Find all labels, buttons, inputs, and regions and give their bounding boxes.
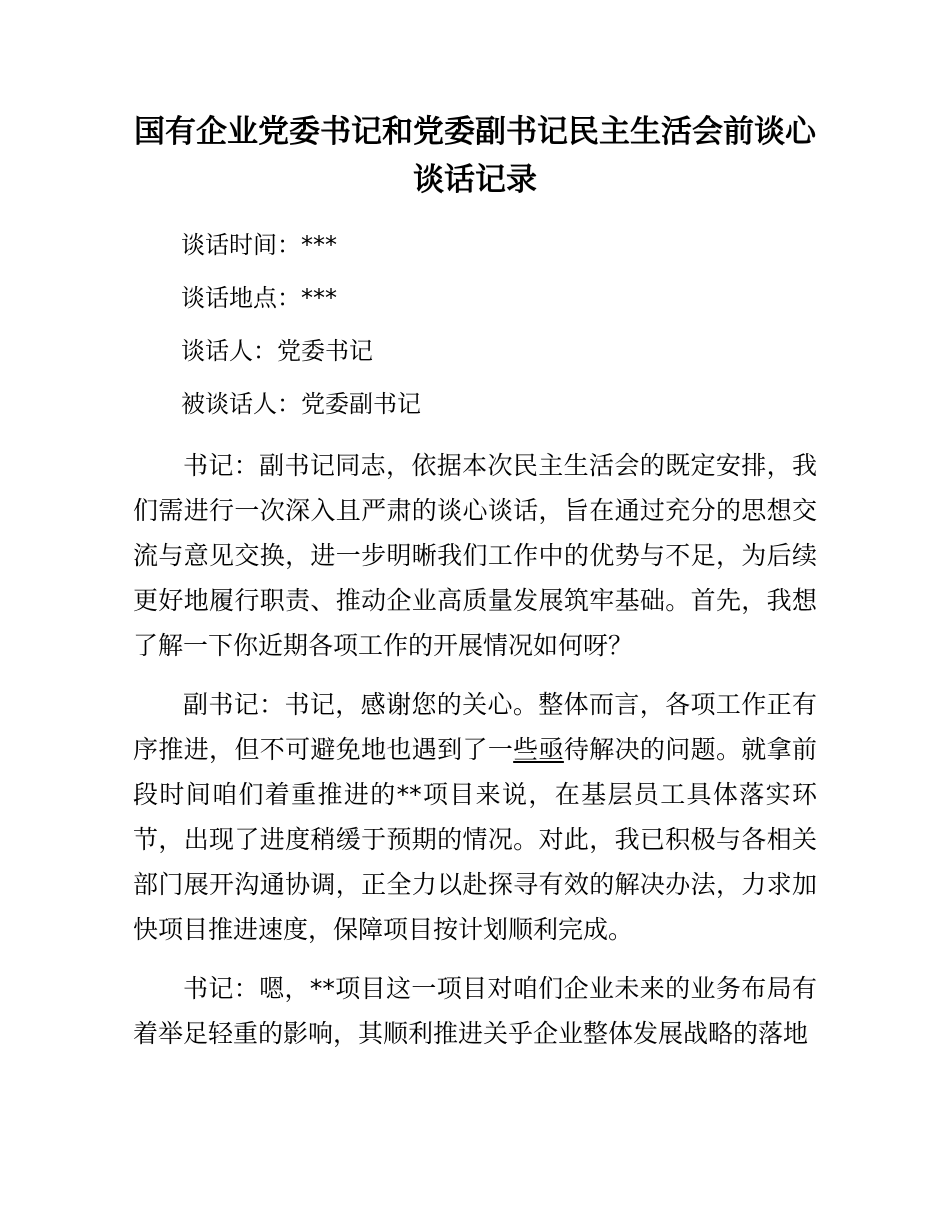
paragraph-deputy-reply [133, 682, 817, 952]
page-content [133, 0, 817, 1056]
meta-line-interview-time: 谈话时间：*** [181, 231, 337, 259]
paragraph-segment-underlined: 些亟 [513, 735, 564, 764]
paragraph-segment-plain-tail: 待解决的问题。就拿前段时间咱们着重推进的**项目来说，在基层员工具体落实环节，出现了进度稍缓于预期的情况。对此，我已积极与各相关部门展开沟通协调，正全力以赴探寻有效的解决办法，力求加快项目推进速度，保障项目按计划顺利完成。 [133, 735, 817, 944]
meta-line-interviewee: 被谈话人：党委副书记 [181, 390, 421, 418]
conversation-body [133, 443, 817, 1056]
interview-metadata [133, 232, 817, 417]
page-title: 国有企业党委书记和党委副书记民主生活会前谈心谈话记录 [134, 114, 816, 198]
meta-line-interviewer: 谈话人：党委书记 [181, 337, 373, 365]
paragraph-segment-plain: 副书记：书记，感谢您的关心。整体而言，各项工作正有序推进，但不可避免地也遇到了一 [133, 690, 817, 764]
meta-line-interview-place: 谈话地点：*** [181, 284, 337, 312]
paragraph-secretary-followup: 书记：嗯，**项目这一项目对咱们企业未来的业务布局有着举足轻重的影响，其顺利推进关乎企业整体发展战略的落地 [133, 974, 817, 1048]
paragraph-secretary-opening: 书记：副书记同志，依据本次民主生活会的既定安排，我们需进行一次深入且严肃的谈心谈话，旨在通过充分的思想交流与意见交换，进一步明晰我们工作中的优势与不足，为后续更好地履行职责、推动企业高质量发展筑牢基础。首先，我想了解一下你近期各项工作的开展情况如何呀？ [133, 451, 817, 660]
